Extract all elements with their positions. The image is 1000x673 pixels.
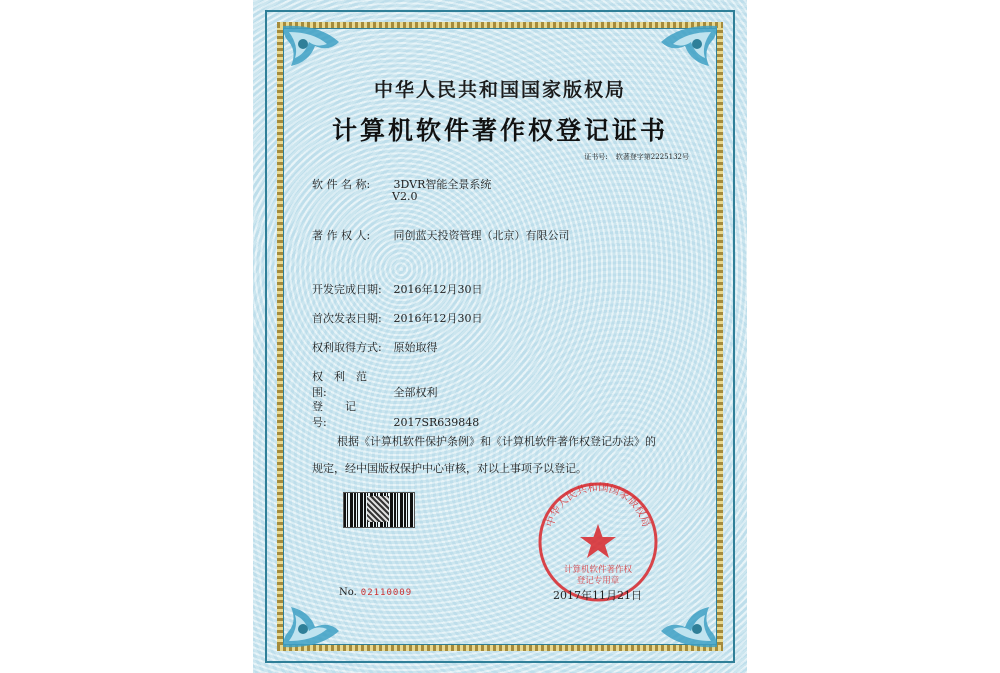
official-seal bbox=[536, 480, 660, 604]
certificate-title: 计算机软件著作权登记证书 bbox=[331, 116, 668, 145]
rights-scope-label: 权 利 范 围: bbox=[312, 370, 378, 399]
dev-completion-row bbox=[312, 281, 483, 297]
dev-completion-label: 开发完成日期: bbox=[312, 283, 382, 296]
dev-completion-value: 2016年12月30日 bbox=[393, 283, 483, 296]
acquisition-method-row bbox=[312, 339, 438, 355]
corner-ornament-icon bbox=[651, 589, 721, 651]
acquisition-method-value: 原始取得 bbox=[393, 341, 438, 354]
rights-scope-value: 全部权利 bbox=[393, 386, 438, 399]
software-version: V2.0 bbox=[392, 190, 418, 203]
seal-inner-text-2: 登记专用章 bbox=[576, 576, 620, 586]
copyright-owner-row bbox=[312, 227, 570, 243]
certificate bbox=[253, 0, 747, 673]
registration-number-row bbox=[312, 398, 479, 430]
issuer-title: 中华人民共和国国家版权局 bbox=[373, 79, 626, 101]
registration-number-label: 登 记 号: bbox=[312, 400, 378, 429]
certificate-body-line-2: 规定，经中国版权保护中心审核，对以上事项予以登记。 bbox=[312, 462, 587, 475]
certificate-number bbox=[584, 152, 689, 162]
rights-scope-row bbox=[312, 368, 438, 400]
svg-text:中华人民共和国国家版权局 bbox=[543, 481, 652, 528]
serial-number bbox=[339, 587, 412, 598]
copyright-owner-value: 同创蓝天投资管理（北京）有限公司 bbox=[393, 229, 570, 242]
first-publication-label: 首次发表日期: bbox=[312, 312, 382, 325]
certificate-number-label: 证书号: bbox=[584, 153, 608, 161]
serial-number-value: 02110009 bbox=[360, 588, 413, 598]
certificate-number-value: 软著登字第2225132号 bbox=[615, 153, 689, 161]
software-name-value: 3DVR智能全景系统 bbox=[393, 178, 492, 191]
serial-number-label: No. bbox=[339, 587, 357, 598]
first-publication-value: 2016年12月30日 bbox=[393, 312, 483, 325]
copyright-owner-label: 著 作 权 人: bbox=[312, 229, 371, 242]
corner-ornament-icon bbox=[279, 589, 349, 651]
seal-inner-text-1: 计算机软件著作权 bbox=[563, 565, 633, 575]
star-icon bbox=[580, 524, 616, 558]
certificate-body-line-1: 根据《计算机软件保护条例》和《计算机软件著作权登记办法》的 bbox=[337, 435, 656, 448]
acquisition-method-label: 权利取得方式: bbox=[312, 341, 382, 354]
qr-code-icon bbox=[367, 496, 389, 522]
seal-outer-text: 中华人民共和国国家版权局 bbox=[544, 481, 652, 529]
first-publication-row bbox=[312, 310, 483, 326]
registration-number-value: 2017SR639848 bbox=[393, 416, 480, 429]
software-name-label: 软 件 名 称: bbox=[312, 178, 371, 191]
issue-date: 2017年11月21日 bbox=[553, 589, 642, 602]
